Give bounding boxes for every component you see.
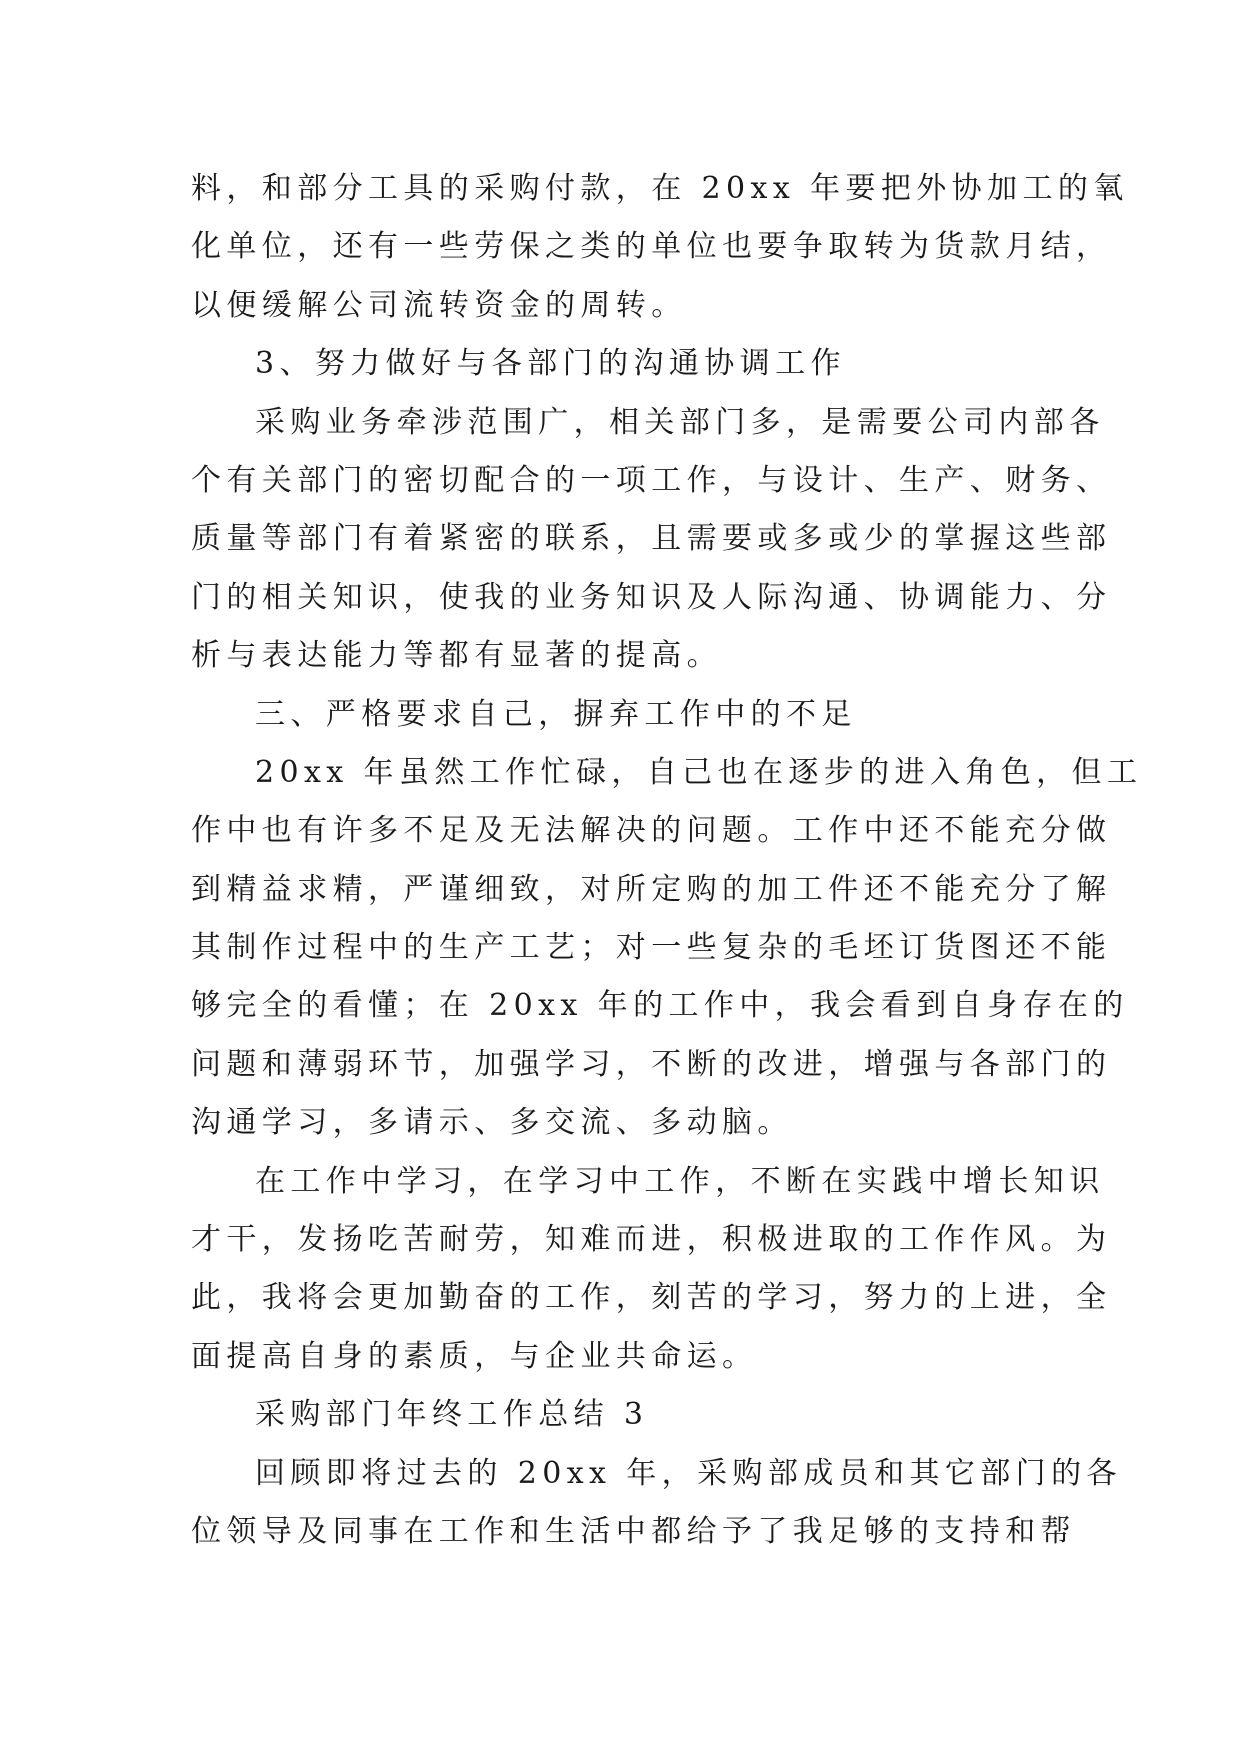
text-line: 采购业务牵涉范围广，相关部门多，是需要公司内部各 xyxy=(255,404,1105,440)
text-line: 此，我将会更加勤奋的工作，刻苦的学习，努力的上进，全 xyxy=(191,1280,1112,1316)
document-body xyxy=(191,160,1143,1561)
text-line: 料，和部分工具的采购付款，在 20xx 年要把外协加工的氧 xyxy=(191,171,1129,206)
text-line: 三、严格要求自己，摒弃工作中的不足 xyxy=(255,696,857,732)
text-line: 门的相关知识，使我的业务知识及人际沟通、协调能力、分 xyxy=(191,579,1112,615)
text-line: 析与表达能力等都有显著的提高。 xyxy=(191,638,722,674)
text-line: 在工作中学习，在学习中工作，不断在实践中增长知识 xyxy=(255,1163,1105,1199)
text-line: 问题和薄弱环节，加强学习，不断的改进，增强与各部门的 xyxy=(191,1046,1112,1082)
text-line: 位领导及同事在工作和生活中都给予了我足够的支持和帮 xyxy=(191,1513,1076,1549)
text-line: 个有关部门的密切配合的一项工作，与设计、生产、财务、 xyxy=(191,462,1112,498)
text-line: 采购部门年终工作总结 3 xyxy=(255,1397,649,1433)
text-line: 化单位，还有一些劳保之类的单位也要争取转为货款月结， xyxy=(191,229,1112,265)
text-line: 3、努力做好与各部门的沟通协调工作 xyxy=(255,346,846,382)
text-line: 沟通学习，多请示、多交流、多动脑。 xyxy=(191,1105,793,1141)
text-line: 20xx 年虽然工作忙碌，自己也在逐步的进入角色，但工 xyxy=(255,754,1143,790)
text-line: 到精益求精，严谨细致，对所定购的加工件还不能充分了解 xyxy=(191,871,1112,907)
text-line: 够完全的看懂；在 20xx 年的工作中，我会看到自身存在的 xyxy=(191,988,1129,1024)
text-line: 以便缓解公司流转资金的周转。 xyxy=(191,287,687,323)
text-line: 质量等部门有着紧密的联系，且需要或多或少的掌握这些部 xyxy=(191,521,1112,557)
text-line: 才干，发扬吃苦耐劳，知难而进，积极进取的工作作风。为 xyxy=(191,1222,1112,1258)
text-line: 作中也有许多不足及无法解决的问题。工作中还不能充分做 xyxy=(191,813,1112,849)
text-line: 面提高自身的素质，与企业共命运。 xyxy=(191,1338,758,1374)
text-line: 回顾即将过去的 20xx 年，采购部成员和其它部门的各 xyxy=(255,1455,1122,1491)
text-line: 其制作过程中的生产工艺；对一些复杂的毛坯订货图还不能 xyxy=(191,930,1112,966)
